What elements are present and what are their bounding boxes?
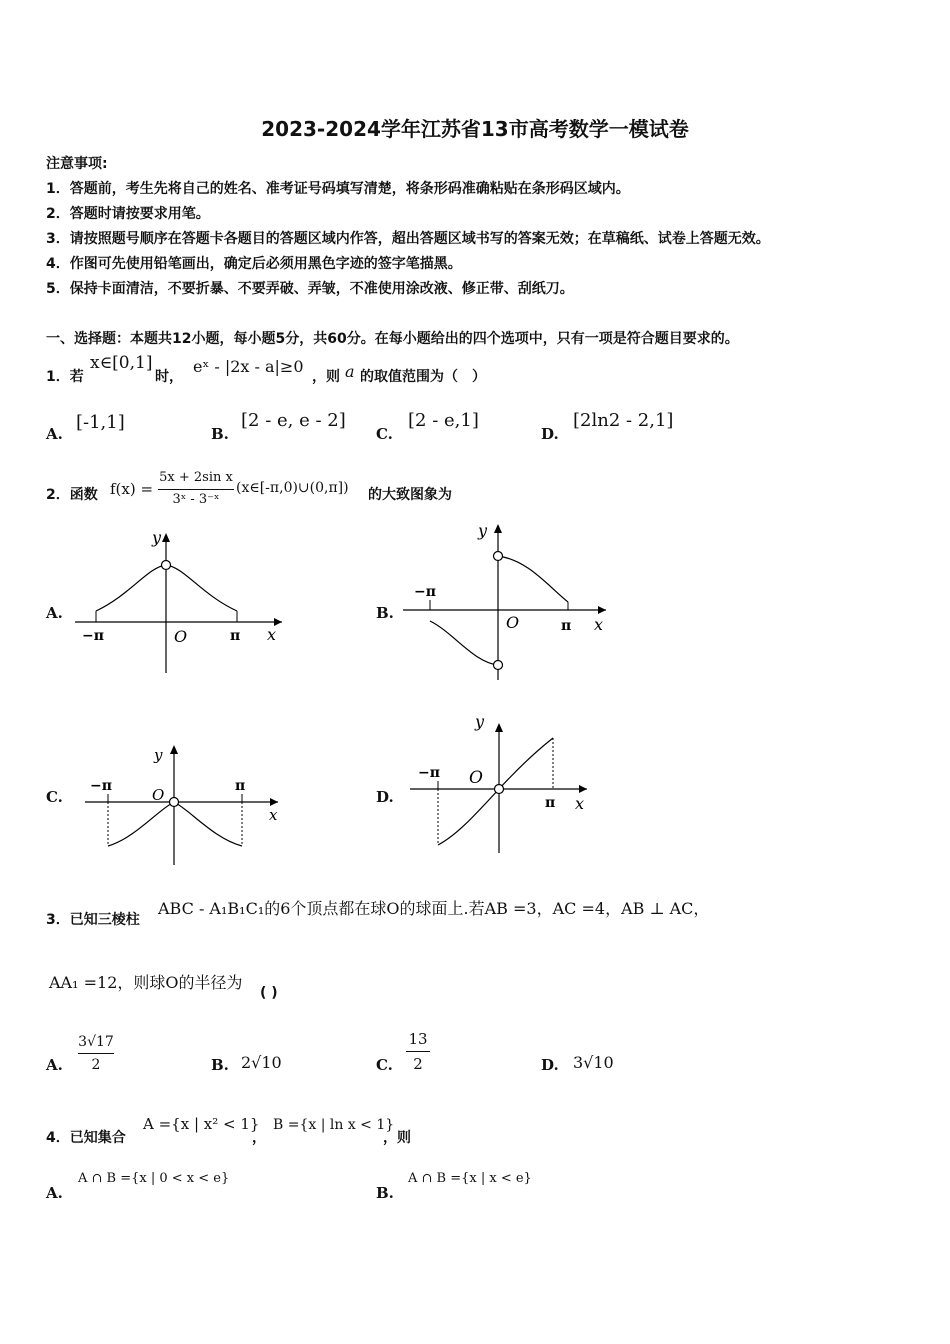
origin-label: O [469, 768, 483, 788]
option-label: C. [376, 1056, 393, 1074]
notice-item: 2．答题时请按要求用笔。 [46, 206, 210, 222]
fraction-numerator: 13 [408, 1030, 428, 1048]
option-value: [-1,1] [76, 412, 125, 433]
graph-c [80, 742, 290, 867]
option-label: A. [46, 425, 63, 443]
open-point [494, 661, 503, 670]
fraction-denominator: 2 [413, 1055, 423, 1073]
option-label: B. [211, 1056, 229, 1074]
question-text: 的大致图象为 [368, 487, 452, 503]
option-label: D. [541, 425, 559, 443]
option-label: C. [46, 788, 63, 806]
pi-label: π [561, 618, 572, 634]
x-label: x [575, 794, 585, 813]
notice-item: 1．答题前，考生先将自己的姓名、准考证号码填写清楚，将条形码准确粘贴在条形码区域内。 [46, 181, 630, 197]
origin-label: O [506, 613, 520, 632]
question-number: 4．已知集合 [46, 1130, 126, 1146]
notice-item: 3．请按照题号顺序在答题卡各题目的答题区域内作答，超出答题区域书写的答案无效；在草稿纸、试卷上答题无效。 [46, 231, 770, 247]
notice-item: 5．保持卡面清洁，不要折暴、不要弄破、弄皱，不准使用涂改液、修正带、刮纸刀。 [46, 281, 574, 297]
option-label: D. [541, 1056, 559, 1074]
answer-paren: ( ) [260, 985, 278, 1001]
y-label: y [152, 528, 162, 547]
y-label: y [478, 521, 488, 540]
set-a: A ={x | x² < 1} [143, 1115, 260, 1133]
fraction-bar [406, 1051, 430, 1052]
option-value: 2√10 [241, 1053, 282, 1072]
option-label: A. [46, 604, 63, 622]
x-label: x [594, 615, 604, 634]
origin-label: O [174, 627, 188, 646]
x-label: x [267, 625, 277, 644]
y-label: y [154, 746, 163, 764]
graph-b [398, 518, 618, 683]
pi-label: π [545, 795, 556, 811]
pi-label: π [230, 628, 241, 644]
open-point [495, 785, 504, 794]
x-arrow [270, 798, 278, 806]
question-text: 时， [155, 369, 183, 385]
y-arrow [162, 533, 170, 542]
graph-a [70, 525, 290, 675]
question-number: 3．已知三棱柱 [46, 912, 140, 928]
question-text-math: AA₁ =12，则球O的半径为 [49, 973, 243, 992]
y-arrow [170, 745, 178, 754]
fraction-denominator: 2 [91, 1057, 101, 1073]
question-text: 的取值范围为（ ） [360, 369, 486, 385]
question-text-math: ABC - A₁B₁C₁的6个顶点都在球O的球面上.若AB =3，AC =4，AB ⊥ AC， [158, 899, 710, 918]
y-label: y [475, 712, 485, 731]
fraction-bar [78, 1053, 114, 1054]
option-value: 3√10 [573, 1053, 614, 1072]
curve-left [430, 621, 498, 665]
math-var: a [345, 362, 355, 381]
notice-item: 4．作图可先使用铅笔画出，确定后必须用黑色字迹的签字笔描黑。 [46, 256, 462, 272]
origin-label: O [152, 786, 165, 804]
x-arrow [598, 606, 606, 614]
question-text: ， [252, 1130, 266, 1146]
option-value: A ∩ B ={x | x < e} [408, 1171, 532, 1186]
option-label: A. [46, 1184, 63, 1202]
option-value: [2 - e,1] [408, 410, 479, 431]
y-arrow [495, 723, 503, 732]
option-label: B. [211, 425, 229, 443]
math-inequality: eˣ - |2x - a|≥0 [193, 357, 304, 376]
option-label: B. [376, 1184, 394, 1202]
option-value: [2 - e, e - 2] [241, 410, 346, 431]
neg-pi-label: −π [414, 584, 436, 600]
option-label: C. [376, 425, 393, 443]
math-condition: x∈[0,1] [90, 353, 153, 373]
x-label: x [269, 806, 278, 824]
x-arrow [579, 785, 587, 793]
fraction-bar [158, 489, 234, 490]
notice-heading: 注意事项: [46, 156, 108, 172]
fraction-numerator: 3√17 [78, 1034, 114, 1050]
question-text: ，则 [312, 369, 340, 385]
page-title: 2023-2024学年江苏省13市高考数学一模试卷 [261, 117, 689, 141]
fraction-denominator: 3ˣ - 3⁻ˣ [172, 492, 220, 507]
question-number: 2．函数 [46, 487, 98, 503]
option-value: A ∩ B ={x | 0 < x < e} [78, 1171, 230, 1186]
neg-pi-label: −π [82, 628, 104, 644]
neg-pi-label: −π [418, 765, 440, 781]
option-label: D. [376, 788, 394, 806]
curve [108, 802, 242, 846]
pi-label: π [235, 778, 246, 794]
math-function: f(x) = [110, 480, 154, 498]
open-point [494, 552, 503, 561]
option-label: A. [46, 1056, 63, 1074]
section-heading: 一、选择题：本题共12小题，每小题5分，共60分。在每小题给出的四个选项中，只有一项是符合题目要求的。 [46, 331, 739, 347]
math-domain: (x∈[-π,0)∪(0,π]) [236, 480, 349, 496]
open-point [162, 561, 171, 570]
question-number: 1．若 [46, 369, 84, 385]
option-label: B. [376, 604, 394, 622]
option-value: [2ln2 - 2,1] [573, 410, 674, 431]
open-point [170, 798, 179, 807]
set-b: B ={x | ln x < 1} [273, 1117, 395, 1133]
fraction-numerator: 5x + 2sin x [159, 470, 233, 485]
neg-pi-label: −π [90, 778, 112, 794]
y-arrow [494, 524, 502, 533]
question-text: ，则 [383, 1130, 411, 1146]
graph-d [405, 705, 600, 855]
curve-right [498, 556, 568, 602]
